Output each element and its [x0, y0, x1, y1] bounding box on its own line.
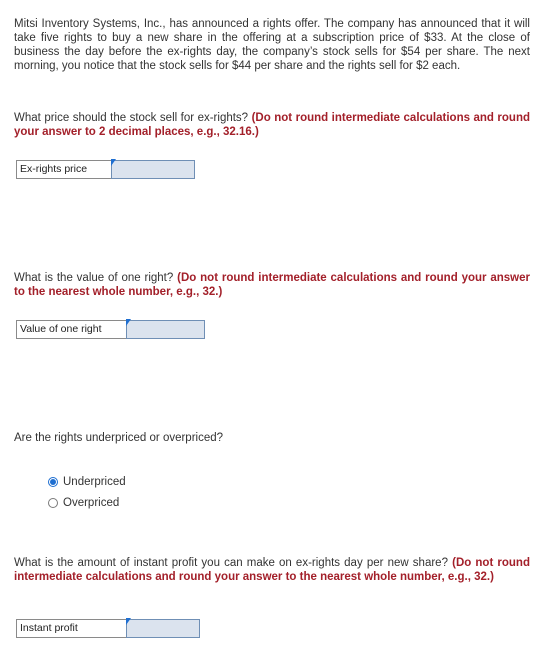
instant-profit-label: Instant profit — [16, 619, 126, 638]
question-4 — [14, 556, 530, 584]
instant-profit-input[interactable] — [126, 619, 200, 638]
ex-rights-price-input[interactable] — [111, 160, 195, 179]
question-4-instruction: (Do not round intermediate calculations and round your answer to the nearest whole number, e.g., 32.) — [14, 557, 530, 583]
answer-flag-icon — [126, 618, 131, 625]
question-2-instruction: (Do not round intermediate calculations and round your answer to the nearest whole number, e.g., 32.) — [14, 272, 530, 298]
question-3: Are the rights underpriced or overpriced? — [14, 432, 224, 444]
value-of-one-right-label: Value of one right — [16, 320, 126, 339]
ex-rights-price-label: Ex-rights price — [16, 160, 111, 179]
instant-profit-field — [16, 619, 200, 638]
question-1 — [14, 111, 530, 139]
question-4-text: What is the amount of instant profit you can make on ex-rights day per new share? — [14, 557, 448, 569]
answer-flag-icon — [111, 159, 116, 166]
radio-unchecked-icon[interactable] — [48, 498, 58, 508]
radio-label-underpriced: Underpriced — [63, 476, 126, 488]
radio-option-overpriced[interactable] — [48, 496, 119, 510]
question-2 — [14, 271, 530, 299]
question-2-text: What is the value of one right? — [14, 272, 174, 284]
radio-label-overpriced: Overpriced — [63, 497, 120, 509]
question-1-instruction: (Do not round intermediate calculations and round your answer to 2 decimal places, e.g., 32.16.) — [14, 112, 530, 138]
value-of-one-right-field — [16, 320, 205, 339]
ex-rights-price-field — [16, 160, 195, 179]
answer-flag-icon — [126, 319, 131, 326]
radio-option-underpriced[interactable] — [48, 475, 126, 489]
question-1-text: What price should the stock sell for ex-rights? — [14, 112, 249, 124]
problem-statement: Mitsi Inventory Systems, Inc., has announced a rights offer. The company has announced that it will take five rights to buy a new share in the offering at a subscription price of $33. At the close of business the day before the ex-rights day, the company’s stock sells for $54 per share. The next morning, you notice that the stock sells for $44 per share and the rights sell for $2 each. — [14, 18, 530, 72]
value-of-one-right-input[interactable] — [126, 320, 205, 339]
radio-checked-icon[interactable] — [48, 477, 58, 487]
